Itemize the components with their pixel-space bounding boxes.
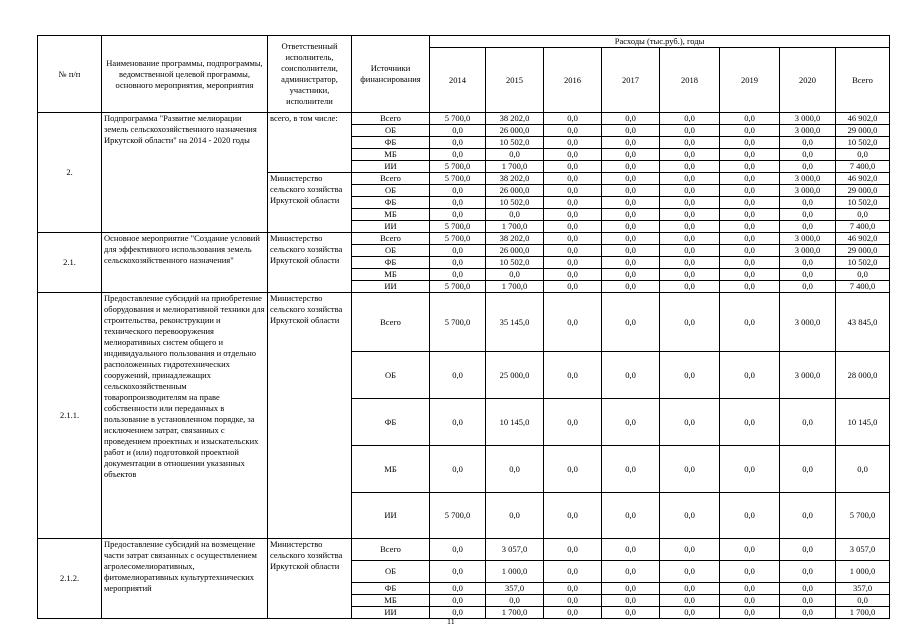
year-value: 0,0 <box>544 209 602 221</box>
year-value: 0,0 <box>486 149 544 161</box>
funding-source: ФБ <box>352 137 430 149</box>
year-value: 0,0 <box>602 161 660 173</box>
year-value: 0,0 <box>430 125 486 137</box>
header-sources: Источники финансирования <box>352 36 430 113</box>
total-value: 0,0 <box>836 446 890 493</box>
year-value: 0,0 <box>486 446 544 493</box>
year-value: 0,0 <box>780 269 836 281</box>
year-value: 357,0 <box>486 583 544 595</box>
activity-name: Предоставление субсидий на приобретение оборудования и мелиоративной техники для строительства, реконструкции и технического перевооружения мелиоративных систем общего и индивидуального пользования и отдельно расположенных гидротехнических сооружений, принадлежащих сельскохозяйственным товаропроизводителям на праве собственности или переданных в пользование в установленном порядке, за исключением затрат, связанных с проведением проектных и изыскательских работ и (или) подготовкой проектной документации в отношении указанных объектов <box>102 293 268 539</box>
year-value: 0,0 <box>780 493 836 539</box>
year-value: 10 502,0 <box>486 257 544 269</box>
row-number: 2.1. <box>38 233 102 293</box>
year-value: 0,0 <box>780 399 836 446</box>
year-value: 0,0 <box>544 221 602 233</box>
year-value: 0,0 <box>430 209 486 221</box>
year-value: 0,0 <box>660 221 720 233</box>
total-value: 0,0 <box>836 269 890 281</box>
year-value: 0,0 <box>780 539 836 561</box>
total-value: 29 000,0 <box>836 185 890 197</box>
year-value: 0,0 <box>430 352 486 399</box>
funding-source: ОБ <box>352 352 430 399</box>
year-value: 0,0 <box>602 269 660 281</box>
year-value: 26 000,0 <box>486 245 544 257</box>
funding-source: Всего <box>352 539 430 561</box>
year-value: 0,0 <box>720 607 780 619</box>
year-value: 0,0 <box>544 125 602 137</box>
header-year: 2016 <box>544 48 602 113</box>
funding-source: ОБ <box>352 125 430 137</box>
year-value: 0,0 <box>660 539 720 561</box>
year-value: 0,0 <box>602 493 660 539</box>
year-value: 0,0 <box>720 197 780 209</box>
responsible-executor: Министерство сельского хозяйства Иркутской области <box>268 293 352 539</box>
header-year: 2019 <box>720 48 780 113</box>
year-value: 3 000,0 <box>780 113 836 125</box>
total-value: 10 145,0 <box>836 399 890 446</box>
funding-source: ФБ <box>352 399 430 446</box>
year-value: 0,0 <box>780 161 836 173</box>
year-value: 0,0 <box>660 281 720 293</box>
year-value: 0,0 <box>544 595 602 607</box>
year-value: 0,0 <box>602 173 660 185</box>
year-value: 0,0 <box>780 583 836 595</box>
year-value: 0,0 <box>660 173 720 185</box>
total-value: 7 400,0 <box>836 281 890 293</box>
year-value: 0,0 <box>602 607 660 619</box>
year-value: 0,0 <box>720 149 780 161</box>
year-value: 0,0 <box>720 185 780 197</box>
funding-source: МБ <box>352 595 430 607</box>
year-value: 0,0 <box>660 293 720 352</box>
year-value: 0,0 <box>430 561 486 583</box>
year-value: 0,0 <box>660 113 720 125</box>
year-value: 0,0 <box>602 149 660 161</box>
year-value: 0,0 <box>780 257 836 269</box>
year-value: 0,0 <box>660 161 720 173</box>
table-row <box>38 539 890 561</box>
year-value: 0,0 <box>544 113 602 125</box>
funding-source: МБ <box>352 209 430 221</box>
year-value: 0,0 <box>780 197 836 209</box>
year-value: 0,0 <box>720 293 780 352</box>
year-value: 0,0 <box>430 446 486 493</box>
year-value: 0,0 <box>780 446 836 493</box>
year-value: 0,0 <box>544 269 602 281</box>
year-value: 0,0 <box>602 245 660 257</box>
year-value: 0,0 <box>720 539 780 561</box>
funding-source: ИИ <box>352 221 430 233</box>
year-value: 0,0 <box>544 185 602 197</box>
year-value: 0,0 <box>780 281 836 293</box>
year-value: 0,0 <box>544 161 602 173</box>
year-value: 1 700,0 <box>486 161 544 173</box>
year-value: 0,0 <box>720 446 780 493</box>
total-value: 46 902,0 <box>836 233 890 245</box>
table-row <box>38 113 890 125</box>
year-value: 5 700,0 <box>430 281 486 293</box>
funding-source: ФБ <box>352 583 430 595</box>
funding-source: ИИ <box>352 493 430 539</box>
year-value: 0,0 <box>544 539 602 561</box>
total-value: 7 400,0 <box>836 221 890 233</box>
year-value: 5 700,0 <box>430 221 486 233</box>
table-row <box>38 233 890 245</box>
year-value: 0,0 <box>660 493 720 539</box>
table-body <box>38 113 890 619</box>
total-value: 10 502,0 <box>836 257 890 269</box>
year-value: 0,0 <box>544 352 602 399</box>
year-value: 0,0 <box>430 137 486 149</box>
year-value: 0,0 <box>720 257 780 269</box>
year-value: 0,0 <box>602 221 660 233</box>
total-value: 3 057,0 <box>836 539 890 561</box>
activity-name: Предоставление субсидий на возмещение части затрат связанных с осуществлением агролесомелиоративных, фитомелиоративных культуртехнических мероприятий <box>102 539 268 619</box>
year-value: 0,0 <box>780 209 836 221</box>
total-value: 29 000,0 <box>836 245 890 257</box>
total-value: 0,0 <box>836 149 890 161</box>
year-value: 5 700,0 <box>430 173 486 185</box>
year-value: 0,0 <box>660 185 720 197</box>
year-value: 3 000,0 <box>780 185 836 197</box>
year-value: 0,0 <box>602 185 660 197</box>
funding-source: ОБ <box>352 185 430 197</box>
year-value: 0,0 <box>602 197 660 209</box>
year-value: 0,0 <box>720 233 780 245</box>
table-row <box>38 293 890 352</box>
year-value: 0,0 <box>720 137 780 149</box>
year-value: 0,0 <box>780 137 836 149</box>
funding-source: МБ <box>352 269 430 281</box>
year-value: 0,0 <box>720 245 780 257</box>
total-value: 1 700,0 <box>836 607 890 619</box>
year-value: 0,0 <box>660 595 720 607</box>
year-value: 0,0 <box>660 257 720 269</box>
year-value: 0,0 <box>660 209 720 221</box>
year-value: 0,0 <box>602 125 660 137</box>
year-value: 0,0 <box>544 607 602 619</box>
year-value: 0,0 <box>602 539 660 561</box>
header-year: 2018 <box>660 48 720 113</box>
year-value: 0,0 <box>544 257 602 269</box>
year-value: 0,0 <box>660 125 720 137</box>
year-value: 3 000,0 <box>780 245 836 257</box>
responsible-executor: Министерство сельского хозяйства Иркутской области <box>268 233 352 293</box>
year-value: 0,0 <box>486 209 544 221</box>
funding-source: ФБ <box>352 197 430 209</box>
year-value: 0,0 <box>430 257 486 269</box>
year-value: 0,0 <box>660 399 720 446</box>
year-value: 3 000,0 <box>780 125 836 137</box>
year-value: 0,0 <box>660 245 720 257</box>
year-value: 0,0 <box>660 607 720 619</box>
responsible-executor: Министерство сельского хозяйства Иркутской области <box>268 539 352 619</box>
year-value: 0,0 <box>720 281 780 293</box>
year-value: 0,0 <box>544 446 602 493</box>
total-value: 7 400,0 <box>836 161 890 173</box>
year-value: 0,0 <box>602 281 660 293</box>
year-value: 0,0 <box>602 561 660 583</box>
year-value: 0,0 <box>544 233 602 245</box>
total-value: 46 902,0 <box>836 113 890 125</box>
year-value: 0,0 <box>780 561 836 583</box>
year-value: 0,0 <box>430 245 486 257</box>
year-value: 0,0 <box>602 233 660 245</box>
year-value: 0,0 <box>602 595 660 607</box>
funding-source: ФБ <box>352 257 430 269</box>
row-number: 2. <box>38 113 102 233</box>
year-value: 0,0 <box>720 399 780 446</box>
year-value: 0,0 <box>720 352 780 399</box>
year-value: 0,0 <box>430 149 486 161</box>
funding-source: МБ <box>352 149 430 161</box>
year-value: 1 700,0 <box>486 221 544 233</box>
header-name: Наименование программы, подпрограммы, ведомственной целевой программы, основного мероприятия, мероприятия <box>102 36 268 113</box>
funding-source: ИИ <box>352 161 430 173</box>
total-value: 357,0 <box>836 583 890 595</box>
year-value: 0,0 <box>544 281 602 293</box>
activity-name: Подпрограмма "Развитие мелиорации земель сельскохозяйственного назначения Иркутской области" на 2014 - 2020 годы <box>102 113 268 233</box>
header-expenses: Расходы (тыс.руб.), годы <box>430 36 890 48</box>
year-value: 0,0 <box>720 209 780 221</box>
year-value: 1 000,0 <box>486 561 544 583</box>
total-value: 10 502,0 <box>836 197 890 209</box>
year-value: 0,0 <box>660 583 720 595</box>
year-value: 0,0 <box>486 493 544 539</box>
year-value: 0,0 <box>602 293 660 352</box>
total-value: 46 902,0 <box>836 173 890 185</box>
year-value: 0,0 <box>544 173 602 185</box>
year-value: 0,0 <box>780 595 836 607</box>
year-value: 0,0 <box>780 221 836 233</box>
year-value: 3 000,0 <box>780 173 836 185</box>
funding-source: Всего <box>352 173 430 185</box>
total-value: 43 845,0 <box>836 293 890 352</box>
header-year: 2017 <box>602 48 660 113</box>
year-value: 25 000,0 <box>486 352 544 399</box>
year-value: 0,0 <box>720 221 780 233</box>
year-value: 0,0 <box>720 125 780 137</box>
funding-source: Всего <box>352 113 430 125</box>
year-value: 0,0 <box>430 197 486 209</box>
year-value: 0,0 <box>660 446 720 493</box>
year-value: 38 202,0 <box>486 113 544 125</box>
year-value: 0,0 <box>660 137 720 149</box>
year-value: 0,0 <box>430 539 486 561</box>
year-value: 0,0 <box>720 113 780 125</box>
year-value: 10 502,0 <box>486 197 544 209</box>
row-number: 2.1.2. <box>38 539 102 619</box>
responsible-executor: Министерство сельского хозяйства Иркутской области <box>268 173 352 233</box>
year-value: 5 700,0 <box>430 161 486 173</box>
year-value: 0,0 <box>544 583 602 595</box>
header-total: Всего <box>836 48 890 113</box>
funding-source: Всего <box>352 293 430 352</box>
year-value: 35 145,0 <box>486 293 544 352</box>
year-value: 0,0 <box>602 257 660 269</box>
year-value: 38 202,0 <box>486 233 544 245</box>
year-value: 0,0 <box>544 399 602 446</box>
year-value: 3 000,0 <box>780 293 836 352</box>
header-responsible: Ответственный исполнитель, соисполнители, администратор, участники, исполнители <box>268 36 352 113</box>
year-value: 26 000,0 <box>486 125 544 137</box>
funding-source: ОБ <box>352 561 430 583</box>
year-value: 0,0 <box>430 399 486 446</box>
row-number: 2.1.1. <box>38 293 102 539</box>
year-value: 0,0 <box>660 269 720 281</box>
year-value: 1 700,0 <box>486 607 544 619</box>
year-value: 0,0 <box>602 352 660 399</box>
year-value: 0,0 <box>720 161 780 173</box>
year-value: 0,0 <box>430 607 486 619</box>
funding-source: ИИ <box>352 607 430 619</box>
year-value: 0,0 <box>660 197 720 209</box>
year-value: 0,0 <box>544 197 602 209</box>
year-value: 0,0 <box>544 293 602 352</box>
page-number: 11 <box>447 617 455 626</box>
year-value: 0,0 <box>544 561 602 583</box>
funding-source: ОБ <box>352 245 430 257</box>
year-value: 0,0 <box>430 269 486 281</box>
year-value: 0,0 <box>720 561 780 583</box>
year-value: 5 700,0 <box>430 233 486 245</box>
year-value: 3 057,0 <box>486 539 544 561</box>
year-value: 0,0 <box>544 149 602 161</box>
year-value: 5 700,0 <box>430 293 486 352</box>
total-value: 28 000,0 <box>836 352 890 399</box>
total-value: 0,0 <box>836 209 890 221</box>
total-value: 29 000,0 <box>836 125 890 137</box>
table-header <box>38 36 890 113</box>
year-value: 10 502,0 <box>486 137 544 149</box>
year-value: 10 145,0 <box>486 399 544 446</box>
year-value: 0,0 <box>430 595 486 607</box>
year-value: 5 700,0 <box>430 493 486 539</box>
year-value: 0,0 <box>602 399 660 446</box>
year-value: 0,0 <box>720 173 780 185</box>
year-value: 0,0 <box>660 149 720 161</box>
year-value: 0,0 <box>430 583 486 595</box>
year-value: 0,0 <box>544 137 602 149</box>
header-year: 2020 <box>780 48 836 113</box>
budget-table <box>37 35 890 619</box>
year-value: 0,0 <box>544 245 602 257</box>
header-year: 2015 <box>486 48 544 113</box>
year-value: 0,0 <box>660 233 720 245</box>
year-value: 0,0 <box>780 149 836 161</box>
total-value: 10 502,0 <box>836 137 890 149</box>
year-value: 5 700,0 <box>430 113 486 125</box>
year-value: 0,0 <box>602 113 660 125</box>
year-value: 38 202,0 <box>486 173 544 185</box>
year-value: 0,0 <box>660 561 720 583</box>
year-value: 3 000,0 <box>780 233 836 245</box>
year-value: 0,0 <box>602 137 660 149</box>
year-value: 0,0 <box>602 209 660 221</box>
funding-source: МБ <box>352 446 430 493</box>
activity-name: Основное мероприятие "Создание условий для эффективного использования земель сельскохозяйственного назначения" <box>102 233 268 293</box>
total-value: 0,0 <box>836 595 890 607</box>
year-value: 26 000,0 <box>486 185 544 197</box>
year-value: 0,0 <box>720 583 780 595</box>
year-value: 0,0 <box>660 352 720 399</box>
header-year: 2014 <box>430 48 486 113</box>
year-value: 0,0 <box>544 493 602 539</box>
header-num: № п/п <box>38 36 102 113</box>
year-value: 0,0 <box>602 446 660 493</box>
year-value: 0,0 <box>486 269 544 281</box>
year-value: 0,0 <box>602 583 660 595</box>
funding-source: Всего <box>352 233 430 245</box>
year-value: 0,0 <box>720 493 780 539</box>
total-value: 1 000,0 <box>836 561 890 583</box>
responsible-executor: всего, в том числе: <box>268 113 352 173</box>
year-value: 0,0 <box>486 595 544 607</box>
year-value: 0,0 <box>780 607 836 619</box>
year-value: 1 700,0 <box>486 281 544 293</box>
year-value: 3 000,0 <box>780 352 836 399</box>
funding-source: ИИ <box>352 281 430 293</box>
year-value: 0,0 <box>720 595 780 607</box>
year-value: 0,0 <box>720 269 780 281</box>
total-value: 5 700,0 <box>836 493 890 539</box>
year-value: 0,0 <box>430 185 486 197</box>
